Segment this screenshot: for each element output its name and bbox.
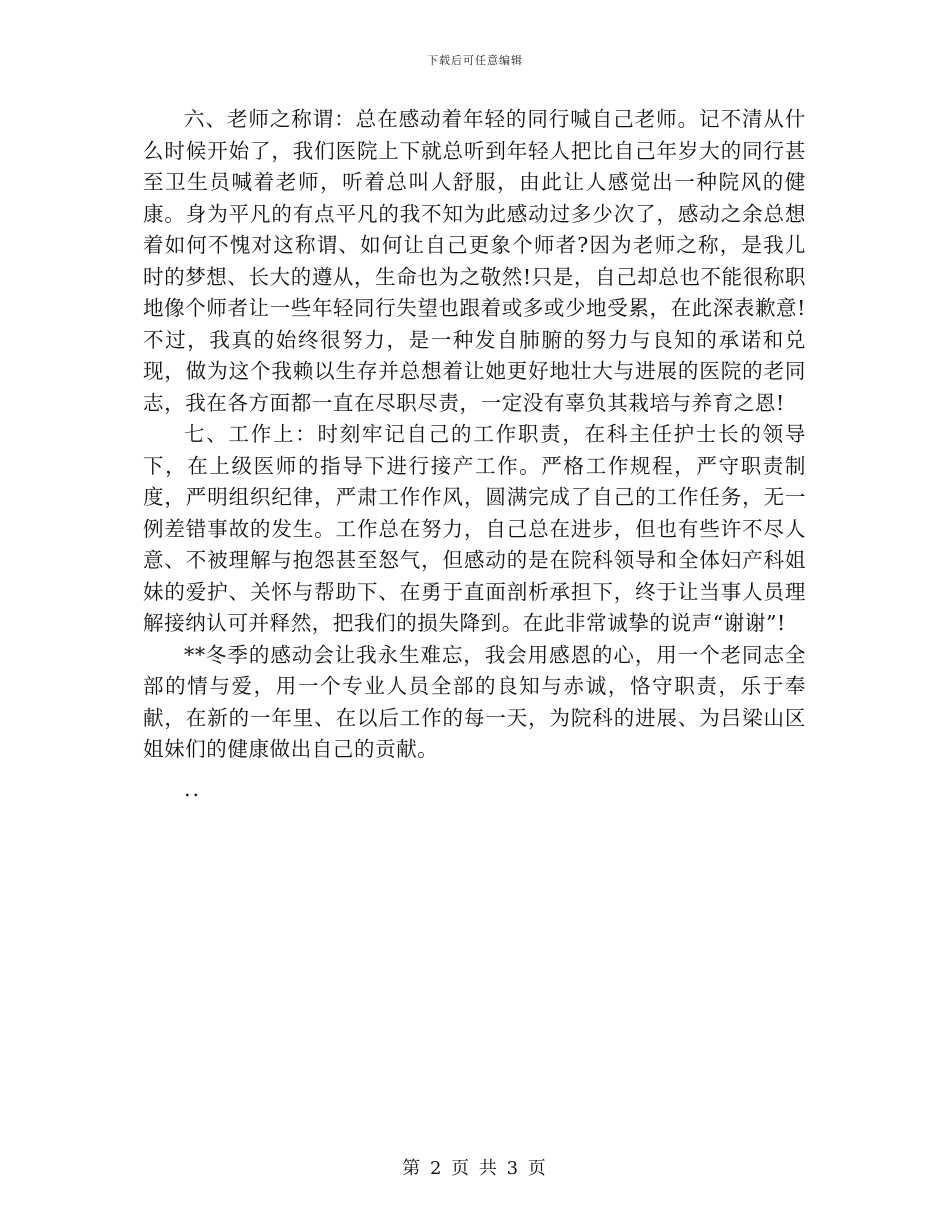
paragraph-teacher-title: 六、老师之称谓：总在感动着年轻的同行喊自己老师。记不清从什么时候开始了，我们医院上下就总听到年轻人把比自己年岁大的同行甚至卫生员喊着老师，听着总叫人舒服，由此让人感觉出一种院风的健康。身为平凡的有点平凡的我不知为此感动过多少次了，感动之余总想着如何不愧对这称谓、如何让自己更象个师者?因为老师之称，是我儿时的梦想、长大的遵从，生命也为之敬然!只是，自己却总也不能很称职地像个师者让一些年轻同行失望也跟着或多或少地受累，在此深表歉意!不过，我真的始终很努力，是一种发自肺腑的努力与良知的承诺和兑现，做为这个我赖以生存并总想着让她更好地壮大与进展的医院的老同志，我在各方面都一直在尽职尽责，一定没有辜负其栽培与养育之恩! (143, 107, 806, 415)
paragraph-closing: **冬季的感动会让我永生难忘，我会用感恩的心，用一个老同志全部的情与爱，用一个专业人员全部的良知与赤诚，恪守职责，乐于奉献，在新的一年里、在以后工作的每一天，为院科的进展、为吕梁山区姐妹们的健康做出自己的贡献。 (143, 642, 806, 761)
page-number-footer: 第 2 页 共 3 页 (402, 1158, 548, 1179)
page-header-note: 下载后可任意编辑 (427, 54, 523, 67)
trailing-marks: .. (184, 776, 202, 801)
document-body (143, 104, 806, 805)
paragraph-work: 七、工作上：时刻牢记自己的工作职责，在科主任护士长的领导下，在上级医师的指导下进行接产工作。严格工作规程，严守职责制度，严明组织纪律，严肃工作作风，圆满完成了自己的工作任务，无一例差错事故的发生。工作总在努力，自己总在进步，但也有些许不尽人意、不被理解与抱怨甚至怒气，但感动的是在院科领导和全体妇产科姐妹的爱护、关怀与帮助下、在勇于直面剖析承担下，终于让当事人员理解接纳认可并释然，把我们的损失降到。在此非常诚挚的说声“谢谢”! (143, 422, 806, 635)
